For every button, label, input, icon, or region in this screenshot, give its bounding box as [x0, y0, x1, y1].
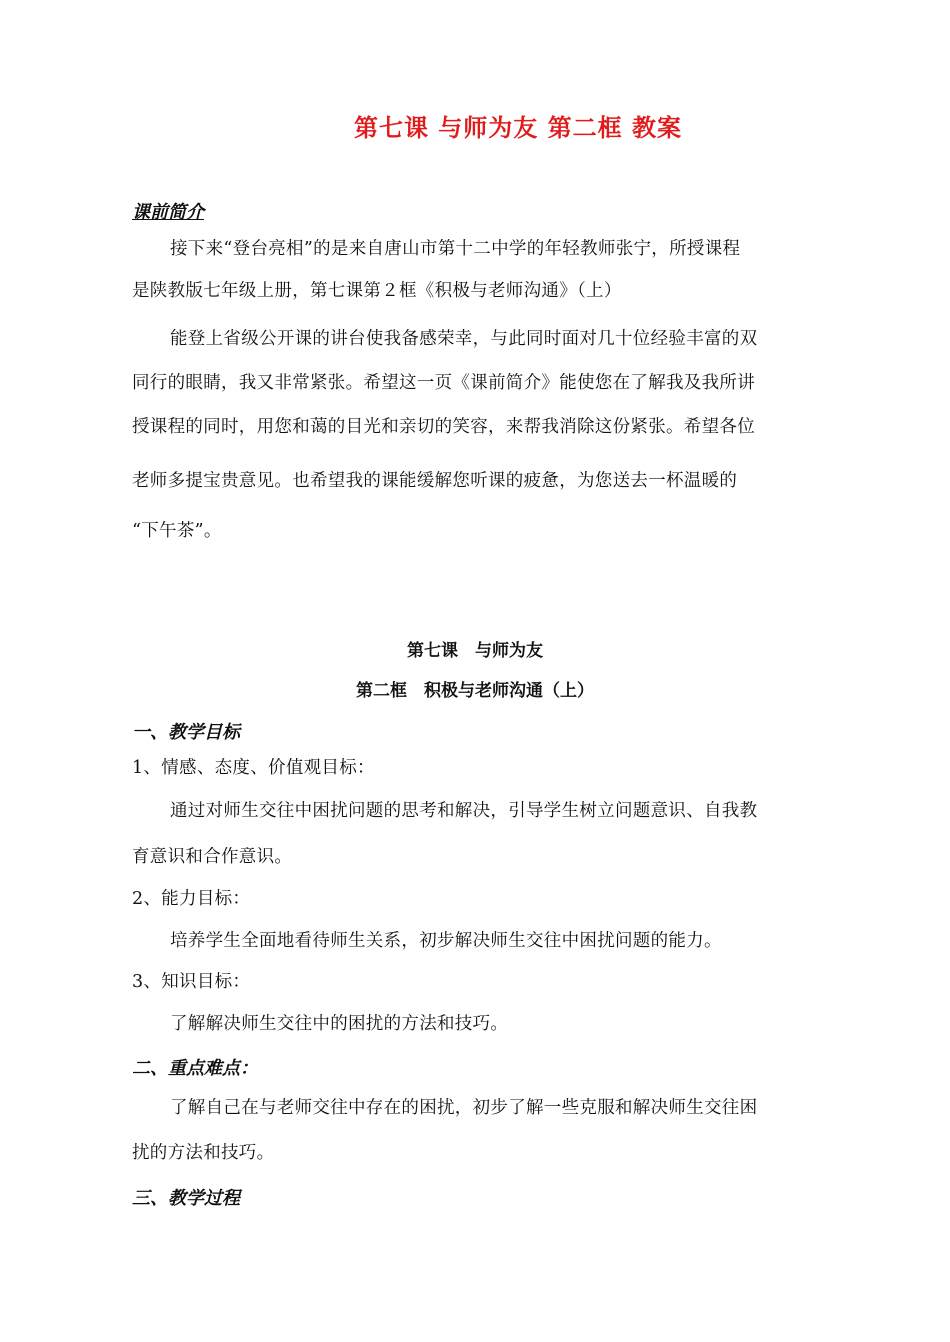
- document-title: 第七课 与师为友 第二框 教案: [353, 114, 683, 142]
- intro-paragraph-2-line-1: 能登上省级公开课的讲台使我备感荣幸，与此同时面对几十位经验丰富的双: [170, 329, 758, 349]
- objectives-heading: 一、教学目标: [132, 722, 240, 743]
- intro-heading: 课前简介: [132, 202, 204, 223]
- intro-paragraph-2-line-3: 授课程的同时，用您和蔼的目光和亲切的笑容，来帮我消除这份紧张。希望各位: [132, 417, 755, 437]
- key-points-line-1: 了解自己在与老师交往中存在的困扰，初步了解一些克服和解决师生交往困: [170, 1098, 758, 1118]
- section-heading: 第二框 积极与老师沟通（上）: [356, 681, 594, 701]
- objective-3-label: 3、知识目标：: [132, 972, 251, 992]
- intro-paragraph-1-line-2: 是陕教版七年级上册，第七课第２框《积极与老师沟通》（上）: [132, 281, 622, 301]
- intro-paragraph-2-line-4: 老师多提宝贵意见。也希望我的课能缓解您听课的疲惫，为您送去一杯温暖的: [132, 471, 738, 491]
- process-heading: 三、教学过程: [132, 1188, 240, 1209]
- objective-1-line-1: 通过对师生交往中困扰问题的思考和解决，引导学生树立问题意识、自我教: [170, 801, 758, 821]
- objective-2-text: 培养学生全面地看待师生关系，初步解决师生交往中困扰问题的能力。: [170, 931, 722, 951]
- objective-2-label: 2、能力目标：: [132, 889, 251, 909]
- intro-paragraph-2-line-2: 同行的眼睛，我又非常紧张。希望这一页《课前简介》能使您在了解我及我所讲: [132, 373, 755, 393]
- key-points-line-2: 扰的方法和技巧。: [132, 1143, 275, 1163]
- objective-1-label: 1、情感、态度、价值观目标：: [132, 758, 375, 778]
- objective-3-text: 了解解决师生交往中的困扰的方法和技巧。: [170, 1014, 509, 1034]
- key-points-heading: 二、重点难点：: [132, 1058, 258, 1079]
- intro-paragraph-2-line-5: “下午茶”。: [132, 521, 222, 541]
- lesson-heading: 第七课 与师为友: [407, 641, 543, 661]
- intro-paragraph-1-line-1: 接下来“登台亮相”的是来自唐山市第十二中学的年轻教师张宁，所授课程: [170, 239, 741, 259]
- objective-1-line-2: 育意识和合作意识。: [132, 847, 293, 867]
